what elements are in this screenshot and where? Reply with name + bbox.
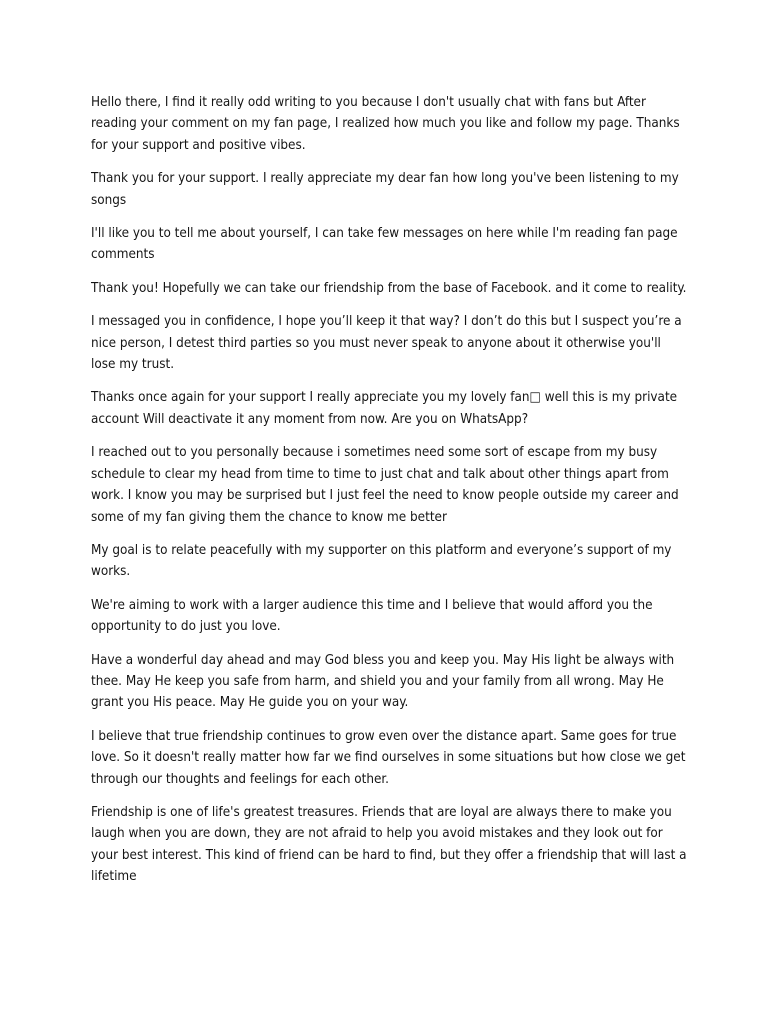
paragraph-blessing: Have a wonderful day ahead and may God bless you and keep you. May His light be always with thee. May He keep you safe from harm, and shield you and your family from all wrong. May He grant you His peace. May He guide you on your way. bbox=[91, 652, 675, 711]
paragraph-tell-about-yourself: I'll like you to tell me about yourself, I can take few messages on here while I'm reading fan page comments bbox=[91, 226, 678, 263]
paragraph-private-account: Thanks once again for your support I really appreciate you my lovely fan□ well this is my private account Will deactivate it any moment from now. Are you on WhatsApp? bbox=[91, 390, 678, 427]
paragraph-confidence: I messaged you in confidence, I hope you’ll keep it that way? I don’t do this but I suspect you’re a nice person, I detest third parties so you must never speak to anyone about it otherwise you'll lose my trust. bbox=[91, 314, 682, 373]
paragraph-true-friendship: I believe that true friendship continues to grow even over the distance apart. Same goes for true love. So it doesn't really matter how far we find ourselves in some situations but how close we get through our thoughts and feelings for each other. bbox=[91, 728, 686, 787]
paragraph-friendship-reality: Thank you! Hopefully we can take our friendship from the base of Facebook. and it come to reality. bbox=[91, 280, 687, 296]
paragraph-larger-audience: We're aiming to work with a larger audience this time and I believe that would afford you the opportunity to do just you love. bbox=[91, 597, 653, 635]
paragraph-goal: My goal is to relate peacefully with my supporter on this platform and everyone’s support of my works. bbox=[91, 542, 672, 580]
paragraph-thanks-support: Thank you for your support. I really appreciate my dear fan how long you've been listening to my songs bbox=[91, 171, 679, 208]
paragraph-reached-out: I reached out to you personally because i sometimes need some sort of escape from my busy schedule to clear my head from time to time to just chat and talk about other things apart from work. I know you may be surprised but I just feel the need to know people outside my career and some of my fan giving them the chance to know me better bbox=[91, 445, 679, 525]
paragraph-friendship-treasures: Friendship is one of life's greatest treasures. Friends that are loyal are always there to make you laugh when you are down, they are not afraid to help you avoid mistakes and they look out for your best interest. This kind of friend can be hard to find, but they offer a friendship that will last a lifetime bbox=[91, 804, 687, 885]
paragraph-greeting: Hello there, I find it really odd writing to you because I don't usually chat with fans but After reading your comment on my fan page, I realized how much you like and follow my page. Thanks for your support and positive vibes. bbox=[91, 95, 680, 153]
